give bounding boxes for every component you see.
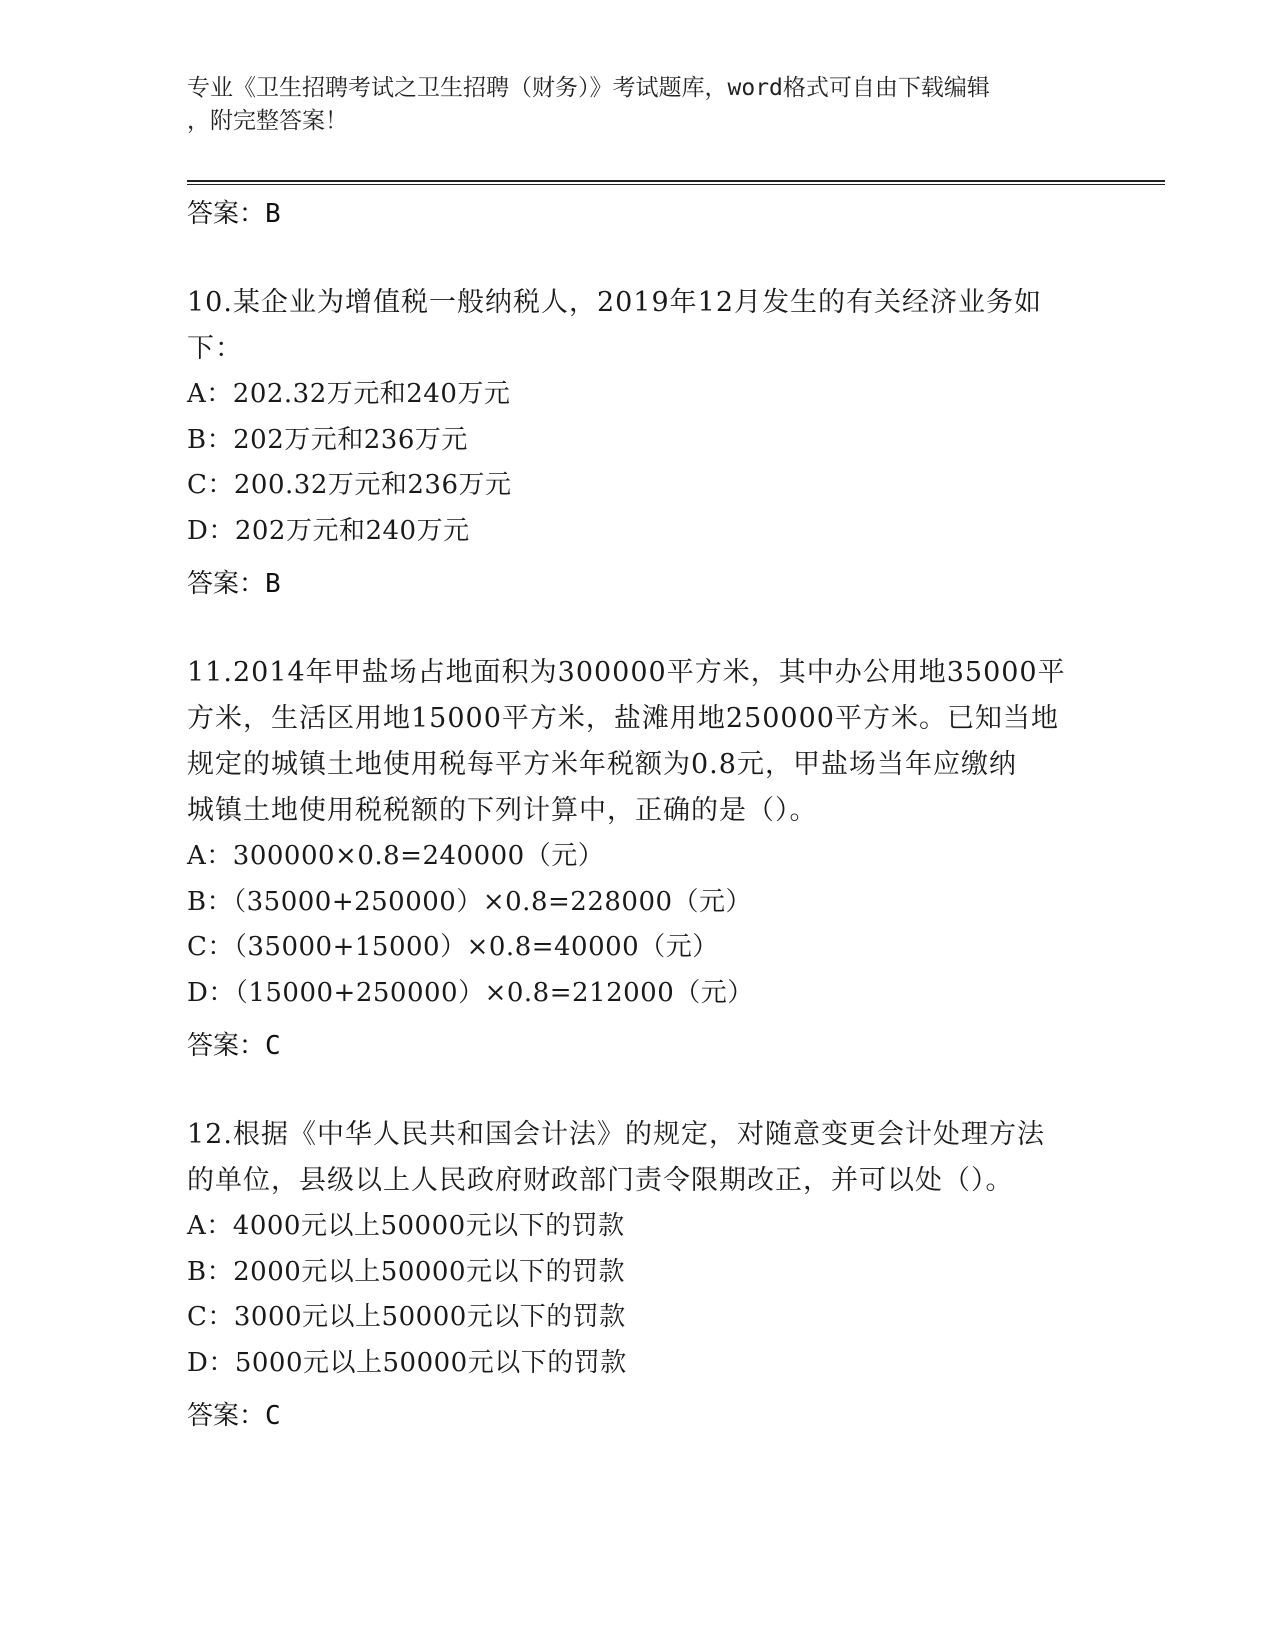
option-a: A：4000元以上50000元以下的罚款	[187, 1211, 625, 1241]
question-11	[187, 650, 1087, 1068]
question-12	[187, 1112, 1087, 1438]
question-stem	[187, 650, 1087, 834]
question-stem	[187, 1112, 1087, 1204]
header-rule-thin	[187, 184, 1165, 185]
option-a: A：202.32万元和240万元	[187, 379, 511, 409]
stem-line: 12.根据《中华人民共和国会计法》的规定，对随意变更会计处理方法	[187, 1119, 1045, 1150]
option-a: A：300000×0.8=240000（元）	[187, 841, 605, 871]
stem-line: 方米，生活区用地15000平方米，盐滩用地250000平方米。已知当地	[187, 703, 1059, 734]
option-d: D：（15000+250000）×0.8=212000（元）	[187, 977, 754, 1008]
answer: 答案：C	[187, 1401, 281, 1431]
option-c: C：3000元以上50000元以下的罚款	[187, 1302, 626, 1332]
answer: 答案：B	[187, 569, 281, 599]
option-b: B：202万元和236万元	[187, 424, 468, 455]
question-stem	[187, 280, 1087, 372]
previous-answer: 答案：B	[187, 199, 281, 229]
option-c: C：（35000+15000）×0.8=40000（元）	[187, 932, 719, 962]
stem-line: 的单位，县级以上人民政府财政部门责令限期改正，并可以处（）。	[187, 1165, 1014, 1196]
option-d: D：5000元以上50000元以下的罚款	[187, 1347, 627, 1378]
option-b: B：2000元以上50000元以下的罚款	[187, 1256, 625, 1287]
question-list	[187, 188, 1087, 1438]
header-line-1: 专业《卫生招聘考试之卫生招聘（财务）》考试题库，word格式可自由下载编辑	[187, 75, 990, 101]
stem-line: 城镇土地使用税税额的下列计算中，正确的是（）。	[187, 795, 818, 826]
stem-line: 10.某企业为增值税一般纳税人，2019年12月发生的有关经济业务如	[187, 287, 1043, 318]
option-c: C：200.32万元和236万元	[187, 470, 512, 500]
option-d: D：202万元和240万元	[187, 515, 470, 546]
header-rule-thick	[187, 180, 1165, 182]
answer: 答案：C	[187, 1031, 281, 1061]
document-header	[187, 72, 1067, 138]
stem-line: 11.2014年甲盐场占地面积为300000平方米，其中办公用地35000平	[187, 657, 1066, 688]
stem-line: 下：	[187, 333, 243, 364]
question-10	[187, 280, 1087, 606]
option-b: B：（35000+250000）×0.8=228000（元）	[187, 886, 753, 917]
stem-line: 规定的城镇土地使用税每平方米年税额为0.8元，甲盐场当年应缴纳	[187, 749, 1017, 780]
header-line-2: ，附完整答案！	[187, 108, 348, 134]
